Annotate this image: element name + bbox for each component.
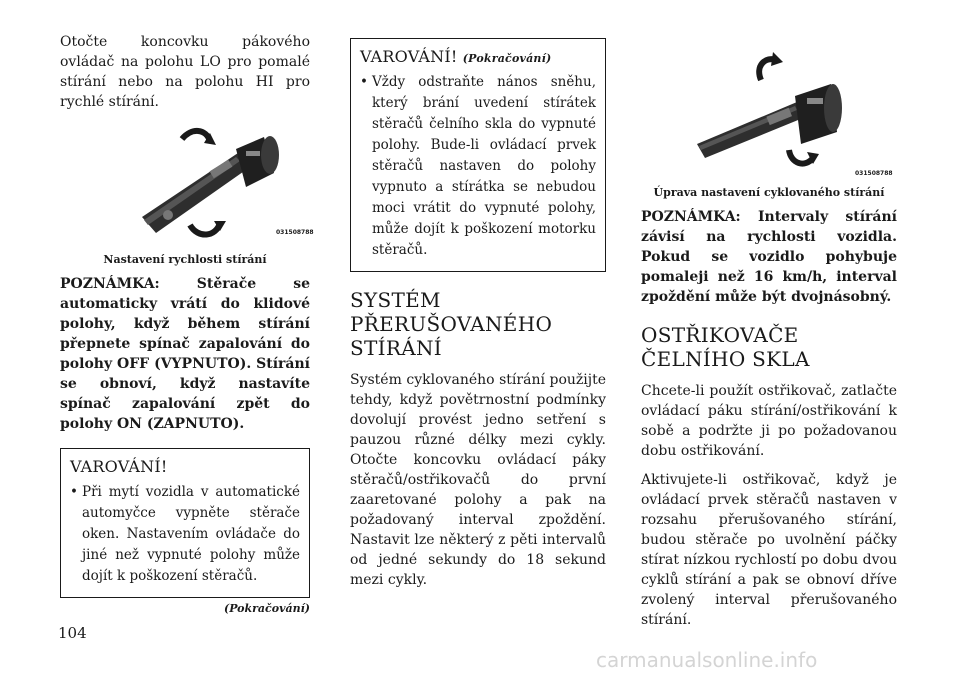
figure-code: 031508788: [855, 170, 893, 177]
figure-code: 031508788: [276, 229, 314, 236]
intermittent-paragraph: Systém cyklovaného stírání použijte tehdy, když povětrnostní podmínky dovolují provést jedno setření s pauzou různé délky mezi cykly. Otočte koncovku ovládací páky stěračů/ostřikovačů do první zaaretované polohy a pak na požadovaný interval zpoždění. Nastavit lze některý z pěti intervalů od jedné sekundy do 18 sekund mezi cykly.: [350, 372, 606, 588]
warning-bullet: [70, 482, 300, 587]
page-number: 104: [58, 624, 87, 642]
wiper-lever-illustration: [60, 121, 310, 249]
column-1: [60, 32, 314, 615]
intro-paragraph: Otočte koncovku pákového ovládač na polohu LO pro pomalé stírání nebo na polohu HI pro rychlé stírání.: [60, 34, 310, 110]
warning-title-continued: [360, 47, 596, 66]
intermittent-figure: [641, 32, 897, 182]
wiper-speed-figure: [60, 121, 314, 249]
wiper-knob-illustration: [641, 32, 897, 182]
figure-caption: Nastavení rychlosti stírání: [103, 253, 267, 266]
warning-box: [60, 448, 310, 598]
warning-bullet-text: Při mytí vozidla v automatické automyčce vypněte stěrače oken. Nastavením ovládače do jiné než vypnuté polohy může dojít k poškození stěračů.: [82, 484, 300, 584]
warning-title: VAROVÁNÍ!: [360, 47, 458, 66]
warning-title: VAROVÁNÍ!: [70, 457, 168, 476]
bullet-icon: •: [360, 74, 368, 90]
warning-box-continued: [350, 38, 606, 272]
column-3: [641, 32, 897, 639]
note-paragraph: POZNÁMKA: Intervaly stírání závisí na rychlosti vozidla. Pokud se vozidlo pohybuje pomaleji než 16 km/h, interval zpoždění může být dvojnásobný.: [641, 209, 897, 305]
figure-caption: Úprava nastavení cyklovaného stírání: [653, 186, 885, 199]
continued-label: (Pokračování): [224, 602, 310, 615]
section-heading-intermittent: SYSTÉM PŘERUŠOVANÉHO STÍRÁNÍ: [350, 288, 553, 360]
watermark: carmanualsonline.info: [596, 648, 818, 672]
note-paragraph: POZNÁMKA: Stěrače se automaticky vrátí do klidové polohy, když během stírání přepnete spínač zapalování do polohy OFF (VYPNUTO). Stírání se obnoví, když nastavíte spínač zapalování zpět do polohy ON (ZAPNUTO).: [60, 276, 310, 432]
warning-bullet-text: Vždy odstraňte nános sněhu, který brání uvedení stírátek stěračů čelního skla do vypnuté polohy. Bude-li ovládací prvek stěračů nastaven do polohy vypnuto a stírátka se nebudou moci vrátit do vypnuté polohy, může dojít k poškození motorku stěračů.: [372, 74, 596, 258]
section-heading-washers: OSTŘIKOVAČE ČELNÍHO SKLA: [641, 323, 810, 371]
bullet-icon: •: [70, 484, 78, 500]
warning-continued-label: (Pokračování): [462, 52, 552, 65]
washer-paragraph-2: Aktivujete-li ostřikovač, když je ovládací prvek stěračů nastaven v rozsahu přerušovaného stírání, budou stěrače po uvolnění páčky stírat nízkou rychlostí po dobu dvou cyklů stírání a pak se obnoví dříve zvolený interval přerušovaného stírání.: [641, 472, 897, 628]
washer-paragraph-1: Chcete-li použít ostřikovač, zatlačte ovládací páku stírání/ostřikování k sobě a podržte ji po požadovanou dobu ostřikování.: [641, 383, 897, 459]
column-2: [350, 38, 606, 599]
warning-bullet: [360, 72, 596, 261]
